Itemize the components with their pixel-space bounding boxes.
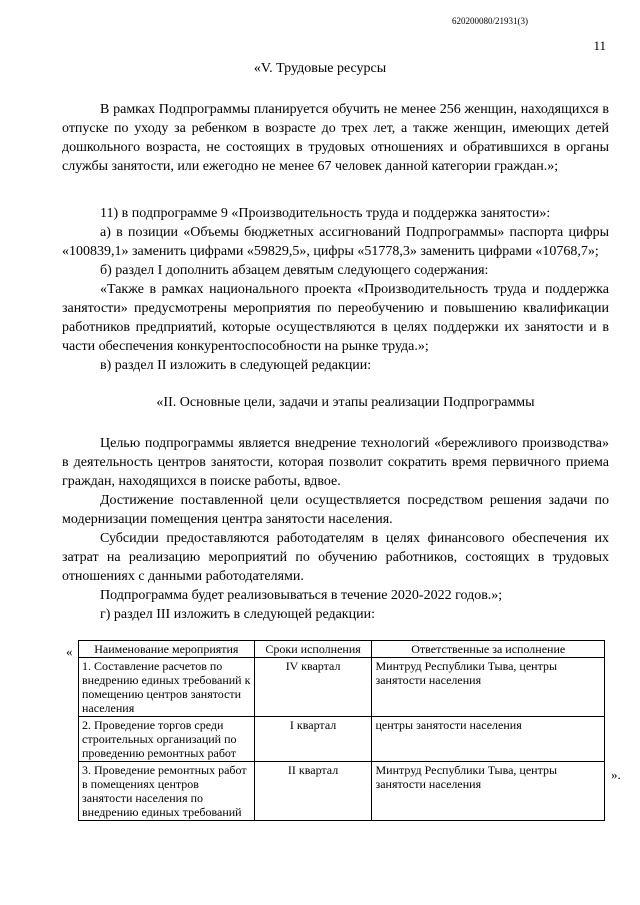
section-v-title: «V. Трудовые ресурсы <box>253 61 387 76</box>
paragraph: Целью подпрограммы является внедрение технологий «бережливого производства» в деятельность центров занятости, которая позволит сократить время первичного приема граждан, находящихся в поиске работы, вдвое. <box>62 436 609 489</box>
paragraph: г) раздел III изложить в следующей редакции: <box>100 607 375 622</box>
table-cell: 3. Проведение ремонтных работ в помещениях центров занятости населения по внедрению единых требований <box>79 762 255 821</box>
paragraph: В рамках Подпрограммы планируется обучить не менее 256 женщин, находящихся в отпуске по уходу за ребенком в возрасте до трех лет, а также женщин, имеющих детей дошкольного возраста, не состоящих в трудовых отношениях и обратившихся в органы службы занятости, или ежегодно не менее 67 человек данной категории граждан.»; <box>62 102 609 174</box>
table-close-quote: ». <box>611 767 621 782</box>
measures-table <box>78 640 605 821</box>
paragraph: в) раздел II изложить в следующей редакции: <box>100 358 372 373</box>
page-number: 11 <box>593 38 606 53</box>
document-id: 620200080/21931(3) <box>452 16 528 26</box>
paragraph: Субсидии предоставляются работодателям в целях финансового обеспечения их затрат на реализацию мероприятий по обучению работников, состоящих в трудовых отношениях с данными работодателями. <box>62 531 609 584</box>
table-cell: I квартал <box>254 717 372 762</box>
paragraph: Подпрограмма будет реализовываться в течение 2020-2022 годов.»; <box>100 588 503 603</box>
table-cell: Минтруд Республики Тыва, центры занятости населения <box>372 658 605 717</box>
column-header: Наименование мероприятия <box>79 641 255 658</box>
table-header-row <box>79 641 605 658</box>
paragraph: «Также в рамках национального проекта «Производительность труда и поддержка занятости» предусмотрены мероприятия по переобучению и повышению квалификации работников предприятий, которые осуществляются в целях поддержки их занятости и в части обеспечения конкурентоспособности на рынке труда.»; <box>62 282 609 354</box>
paragraph: б) раздел I дополнить абзацем девятым следующего содержания: <box>100 263 489 278</box>
table-row <box>79 717 605 762</box>
table-cell: IV квартал <box>254 658 372 717</box>
section-ii-title: «II. Основные цели, задачи и этапы реализации Подпрограммы <box>156 395 535 410</box>
column-header: Сроки исполнения <box>254 641 372 658</box>
section-v-body <box>62 100 609 176</box>
table-cell: центры занятости населения <box>372 717 605 762</box>
subprogram-9-amendments <box>62 204 609 375</box>
paragraph: 11) в подпрограмме 9 «Производительность труда и поддержка занятости»: <box>100 206 551 221</box>
table-row <box>79 658 605 717</box>
table-cell: 1. Составление расчетов по внедрению единых требований к помещению центров занятости населения <box>79 658 255 717</box>
paragraph: а) в позиции «Объемы бюджетных ассигнований Подпрограммы» паспорта цифры «100839,1» заменить цифрами «59829,5», цифры «51778,3» заменить цифрами «10768,7»; <box>62 225 609 259</box>
section-ii-body <box>62 434 609 624</box>
paragraph: Достижение поставленной цели осуществляется посредством решения задачи по модернизации помещения центра занятости населения. <box>62 493 609 527</box>
table-open-quote: « <box>66 644 73 659</box>
table-cell: 2. Проведение торгов среди строительных организаций по проведению ремонтных работ <box>79 717 255 762</box>
table-cell: Минтруд Республики Тыва, центры занятости населения <box>372 762 605 821</box>
column-header: Ответственные за исполнение <box>372 641 605 658</box>
table-row <box>79 762 605 821</box>
table-cell: II квартал <box>254 762 372 821</box>
